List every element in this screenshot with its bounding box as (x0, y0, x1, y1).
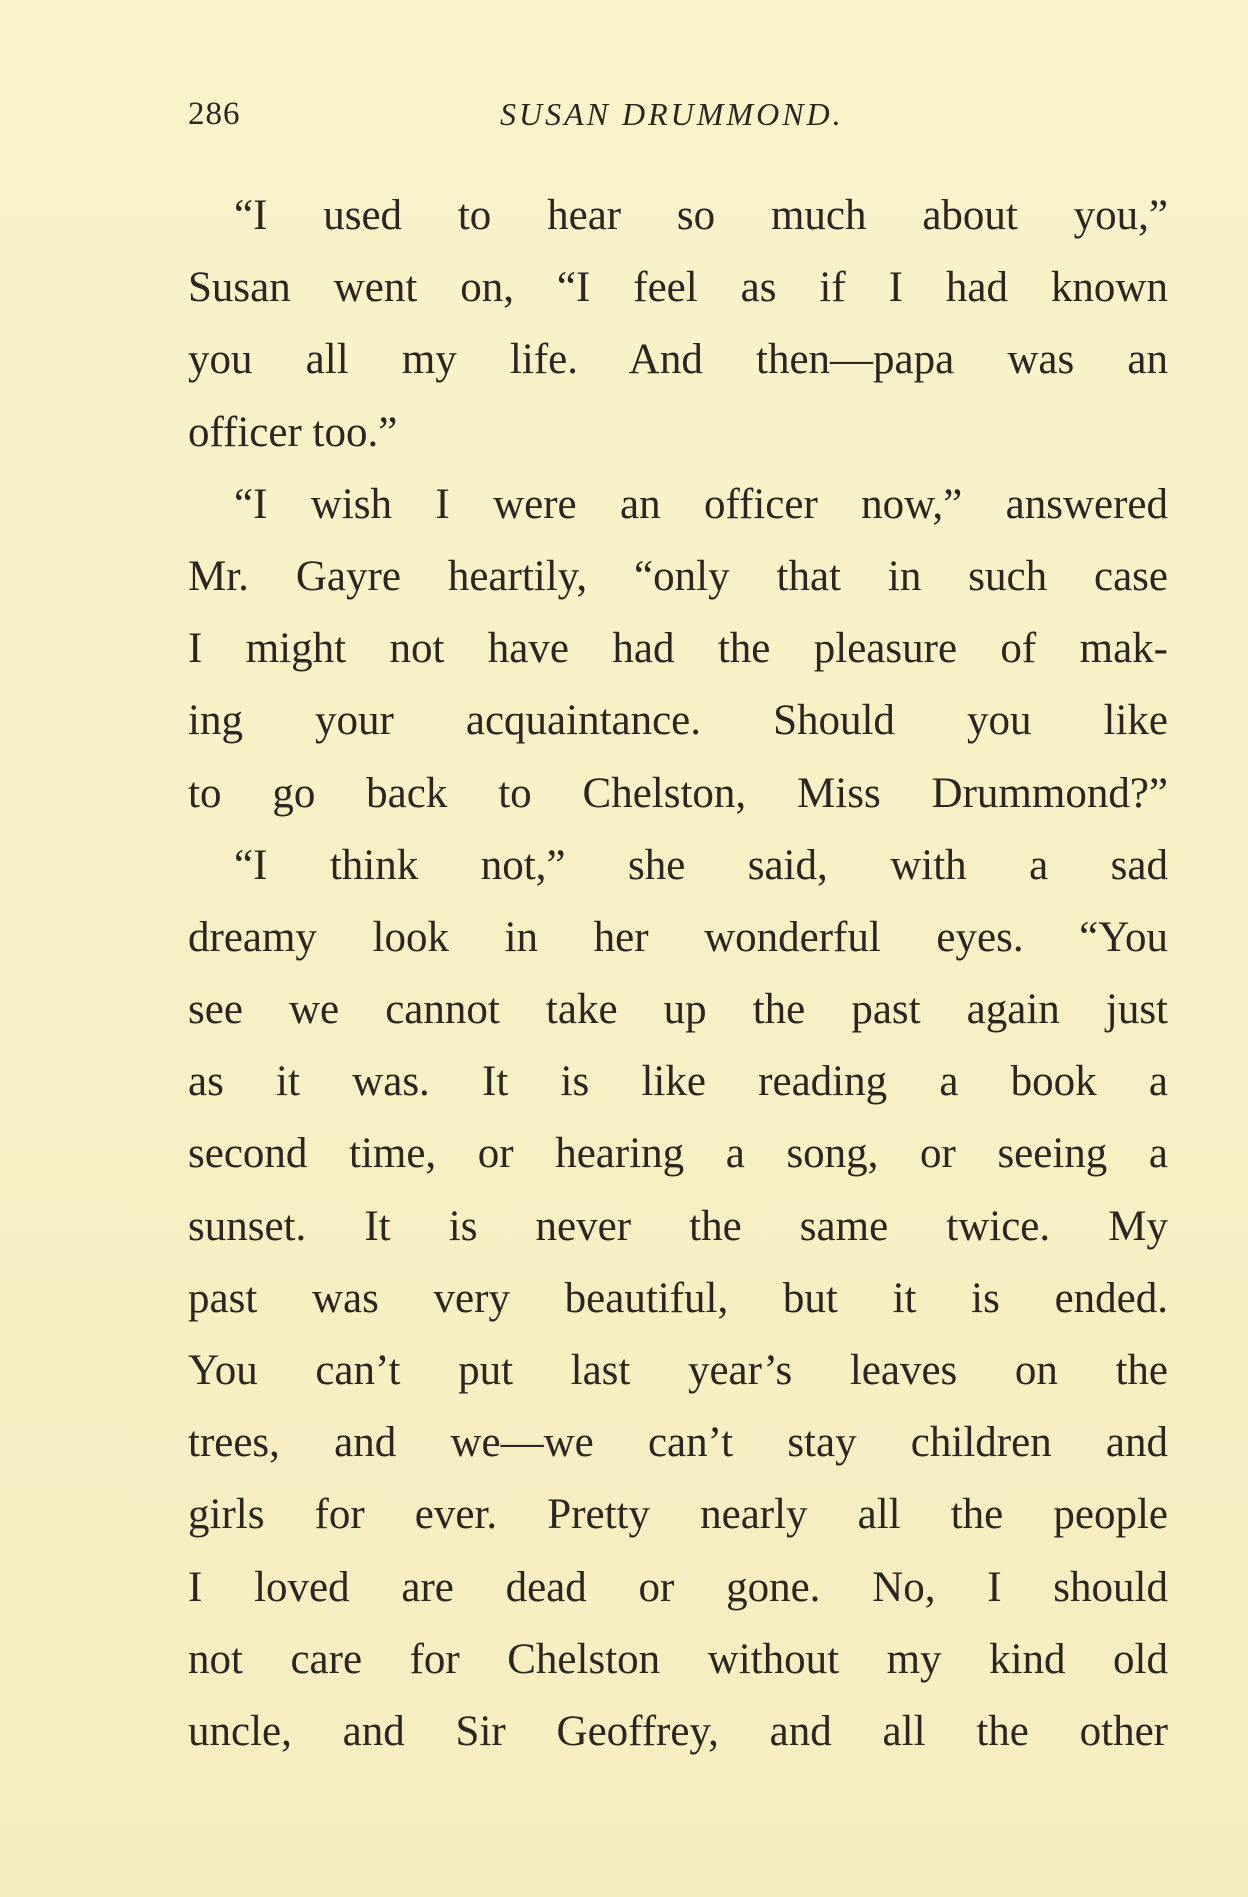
page-number: 286 (188, 96, 241, 132)
text-line: Mr. Gayre heartily, “only that in such case (188, 552, 1168, 600)
running-title: SUSAN DRUMMOND. (500, 96, 844, 132)
text-line: “I used to hear so much about you,” (234, 192, 1168, 239)
text-line: Susan went on, “I feel as if I had known (188, 264, 1168, 312)
text-line: not care for Chelston without my kind old (188, 1635, 1168, 1683)
text-line: past was very beautiful, but it is ended. (188, 1274, 1168, 1322)
body-text (188, 180, 1168, 1768)
text-line: see we cannot take up the past again just (188, 986, 1168, 1034)
text-line: “I think not,” she said, with a sad (234, 841, 1168, 889)
text-line: sunset. It is never the same twice. My (188, 1202, 1168, 1250)
text-line: “I wish I were an officer now,” answered (234, 480, 1168, 528)
text-line: You can’t put last year’s leaves on the (188, 1347, 1168, 1394)
text-line: officer too.” (188, 408, 398, 456)
text-line: I might not have had the pleasure of mak- (188, 625, 1168, 673)
text-line: you all my life. And then—papa was an (188, 336, 1168, 384)
text-line: second time, or hearing a song, or seeing a (188, 1130, 1168, 1178)
page-header (188, 96, 1168, 140)
text-line: to go back to Chelston, Miss Drummond?” (188, 769, 1168, 817)
text-line: I loved are dead or gone. No, I should (188, 1563, 1168, 1611)
text-line: dreamy look in her wonderful eyes. “You (188, 913, 1168, 961)
text-line: ing your acquaintance. Should you like (188, 697, 1168, 745)
text-line: uncle, and Sir Geoffrey, and all the other (188, 1707, 1168, 1755)
text-line: girls for ever. Pretty nearly all the people (188, 1491, 1168, 1539)
text-line: as it was. It is like reading a book a (188, 1058, 1168, 1106)
text-line: trees, and we—we can’t stay children and (188, 1419, 1168, 1467)
